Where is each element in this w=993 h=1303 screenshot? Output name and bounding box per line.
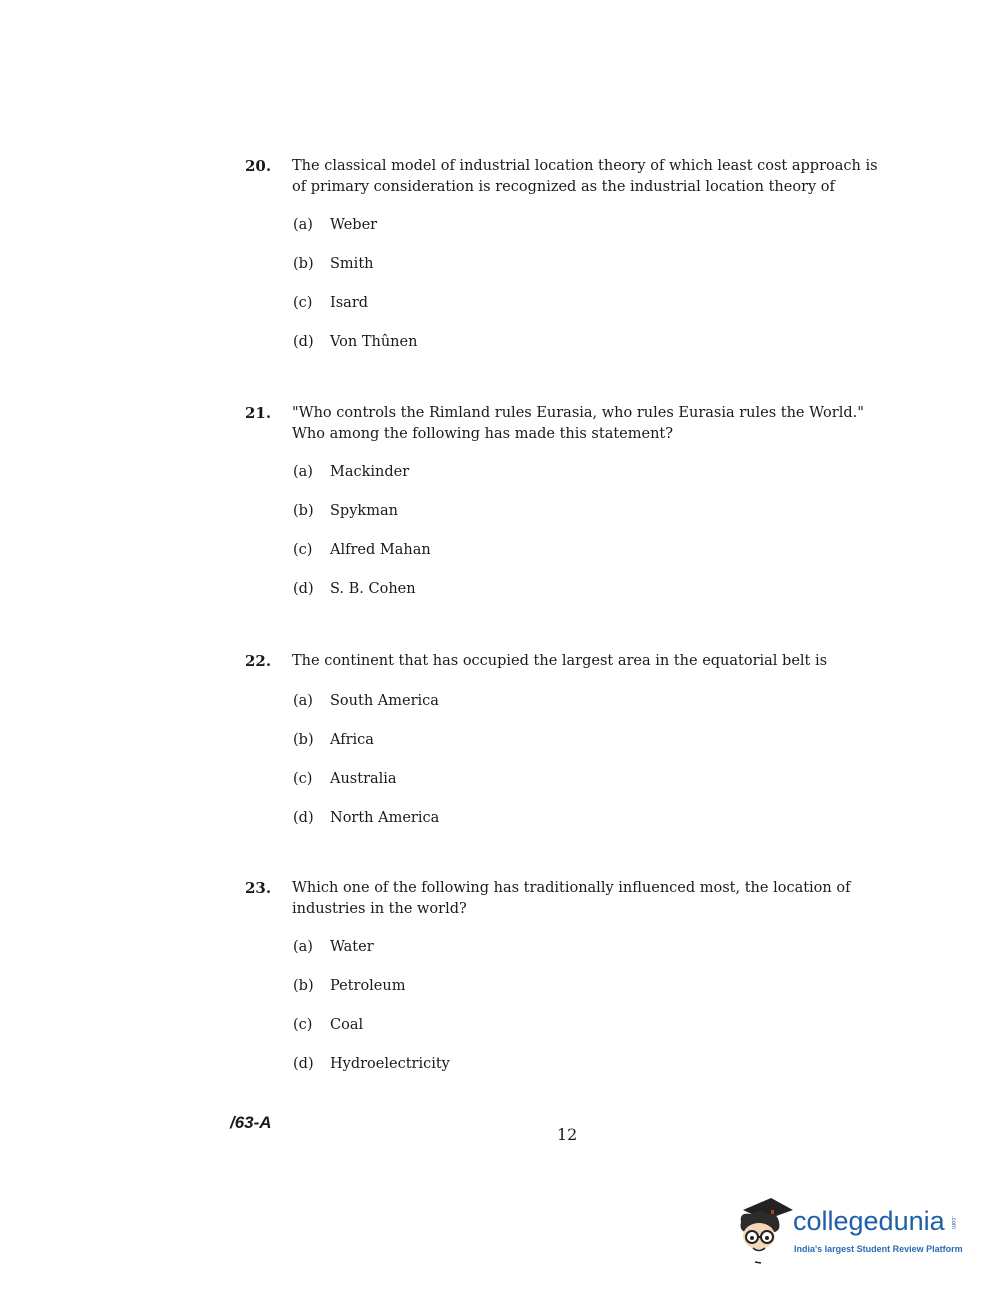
- option-text: Von Thûnen: [330, 334, 418, 350]
- option-a: [293, 215, 885, 254]
- options-list: [293, 937, 885, 1093]
- option-text: Hydroelectricity: [330, 1056, 450, 1072]
- options-list: [293, 215, 885, 371]
- option-b: [293, 254, 885, 293]
- option-label: (a): [293, 217, 313, 233]
- question-text: Which one of the following has traditionally influenced most, the location of industries in the world?: [292, 880, 851, 917]
- option-label: (b): [293, 732, 314, 748]
- option-text: Mackinder: [330, 464, 410, 480]
- option-label: (a): [293, 464, 313, 480]
- option-b: [293, 501, 885, 540]
- option-c: [293, 293, 885, 332]
- question-number: 20.: [245, 157, 272, 175]
- question-20: [245, 156, 885, 371]
- question-22: [245, 651, 885, 847]
- option-label: (b): [293, 256, 314, 272]
- question-21: [245, 403, 885, 618]
- option-text: South America: [330, 693, 439, 709]
- question-header: [245, 878, 885, 920]
- options-list: [293, 462, 885, 618]
- question-number: 21.: [245, 404, 272, 422]
- option-label: (d): [293, 810, 314, 826]
- question-text: The continent that has occupied the largest area in the equatorial belt is: [292, 653, 828, 669]
- option-text: Isard: [330, 295, 369, 311]
- option-text: Petroleum: [330, 978, 406, 994]
- option-label: (c): [293, 1017, 313, 1033]
- option-label: (c): [293, 771, 313, 787]
- option-a: [293, 691, 885, 730]
- question-text: "Who controls the Rimland rules Eurasia, who rules Eurasia rules the World." Who among the following has made this statement?: [292, 405, 864, 442]
- option-text: Alfred Mahan: [330, 542, 431, 558]
- option-c: [293, 1015, 885, 1054]
- option-text: North America: [330, 810, 440, 826]
- question-header: [245, 403, 885, 445]
- logo-tagline: India's largest Student Review Platform: [794, 1244, 963, 1254]
- option-a: [293, 462, 885, 501]
- option-label: (a): [293, 693, 313, 709]
- option-text: Coal: [330, 1017, 364, 1033]
- question-header: [245, 651, 885, 672]
- option-c: [293, 540, 885, 579]
- option-text: Smith: [330, 256, 374, 272]
- option-text: Australia: [330, 771, 397, 787]
- question-header: [245, 156, 885, 198]
- option-label: (d): [293, 334, 314, 350]
- paper-code: /63-A: [230, 1113, 272, 1132]
- option-b: [293, 976, 885, 1015]
- logo-wordmark: collegedunia: [793, 1206, 945, 1236]
- options-list: [293, 691, 885, 847]
- question-number: 22.: [245, 652, 272, 670]
- option-d: [293, 332, 885, 371]
- option-text: Weber: [330, 217, 378, 233]
- question-text: The classical model of industrial location theory of which least cost approach is of primary consideration is recognized as the industrial location theory of: [292, 158, 878, 195]
- option-text: Spykman: [330, 503, 398, 519]
- option-label: (d): [293, 1056, 314, 1072]
- page-number: 12: [557, 1125, 578, 1144]
- option-d: [293, 579, 885, 618]
- option-label: (c): [293, 295, 313, 311]
- mascot-icon: [735, 1196, 795, 1268]
- question-23: [245, 878, 885, 1093]
- option-d: [293, 808, 885, 847]
- option-a: [293, 937, 885, 976]
- option-label: (d): [293, 581, 314, 597]
- option-label: (b): [293, 503, 314, 519]
- option-text: Africa: [330, 732, 374, 748]
- option-label: (b): [293, 978, 314, 994]
- option-text: Water: [330, 939, 374, 955]
- logo-suffix: .com: [950, 1216, 956, 1230]
- option-label: (a): [293, 939, 313, 955]
- question-number: 23.: [245, 879, 272, 897]
- option-b: [293, 730, 885, 769]
- option-d: [293, 1054, 885, 1093]
- option-text: S. B. Cohen: [330, 581, 416, 597]
- collegedunia-logo: [735, 1196, 965, 1268]
- option-c: [293, 769, 885, 808]
- option-label: (c): [293, 542, 313, 558]
